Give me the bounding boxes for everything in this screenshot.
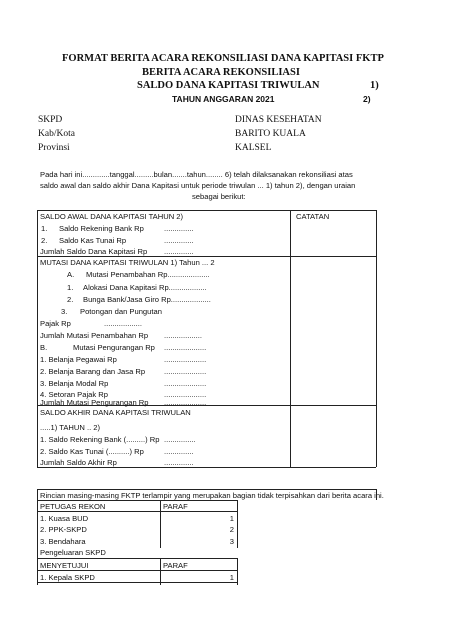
menyetujui-kepala-skpd: 1. Kepala SKPD (40, 573, 95, 582)
field-label-kabkota: Kab/Kota (38, 129, 75, 139)
mutasi-a-num: A. (67, 270, 75, 279)
pajak-dots: .................. (104, 319, 142, 328)
setoran-pajak-dots: .................... (164, 390, 207, 399)
saldo-akhir-bank-label: 1. Saldo Rekening Bank (.........) Rp (40, 435, 160, 444)
petugas-ppk-skpd: 2. PPK-SKPD (40, 525, 87, 534)
saldo-awal-num-2: 2. (41, 236, 48, 245)
jumlah-pengurangan-dots: .................... (164, 398, 207, 407)
petugas-header: PETUGAS REKON (40, 502, 106, 511)
paraf-no-1: 1 (229, 514, 234, 523)
saldo-akhir-period: .....1) TAHUN .. 2) (40, 423, 101, 432)
setoran-pajak-label: 4. Setoran Pajak Rp (40, 390, 108, 399)
doc-subtitle: BERITA ACARA REKONSILIASI (142, 67, 300, 78)
menyetujui-header: MENYETUJUI (40, 561, 89, 570)
potongan-num: 3. (61, 307, 68, 316)
mutasi-header: MUTASI DANA KAPITASI TRIWULAN 1) Tahun ... 2 (40, 258, 215, 267)
year-footnote: 2) (363, 94, 371, 104)
saldo-awal-num-1: 1. (41, 224, 48, 233)
saldo-awal-label-1: Saldo Rekening Bank Rp (59, 224, 144, 233)
jumlah-penambahan-label: Jumlah Mutasi Penambahan Rp (40, 331, 149, 340)
petugas-kuasa-bud: 1. Kuasa BUD (40, 514, 89, 523)
paraf-header: PARAF (163, 502, 188, 511)
jumlah-pengurangan-label: Jumlah Mutasi Pengurangan Rp (40, 398, 149, 407)
saldo-akhir-bank-dots: ............... (164, 435, 196, 444)
belanja-barang-label: 2. Belanja Barang dan Jasa Rp (40, 367, 146, 376)
mutasi-a-label-1: Alokasi Dana Kapitasi Rp.................. (83, 283, 207, 292)
belanja-pegawai-dots: .................... (164, 355, 207, 364)
paraf2-no-1: 1 (229, 573, 234, 582)
jumlah-saldo-akhir-label: Jumlah Saldo Akhir Rp (40, 458, 117, 467)
intro-line-1: Pada hari ini.............tanggal.........bulan.......tahun........ 6) telah dilaksanakan rekonsiliasi atas (40, 170, 353, 179)
saldo-awal-label-2: Saldo Kas Tunai Rp (59, 236, 127, 245)
doc-title: FORMAT BERITA ACARA REKONSILIASI DANA KAPITASI FKTP (62, 53, 384, 64)
paraf2-header: PARAF (163, 561, 188, 570)
paraf-no-3: 3 (229, 537, 234, 546)
petugas-bendahara: 3. Bendahara (40, 537, 86, 546)
potongan-label: Potongan dan Pungutan (80, 307, 162, 316)
petugas-pengeluaran-skpd: Pengeluaran SKPD (40, 548, 106, 557)
mutasi-a-num-2: 2. (67, 295, 74, 304)
belanja-pegawai-label: 1. Belanja Pegawai Rp (40, 355, 117, 364)
saldo-akhir-header: SALDO AKHIR DANA KAPITASI TRIWULAN (40, 408, 191, 417)
field-value-kabkota: BARITO KUALA (235, 129, 306, 139)
mutasi-b-label: Mutasi Pengurangan Rp (73, 343, 155, 352)
rincian-note: Rincian masing-masing FKTP terlampir yang merupakan bagian tidak terpisahkan dari berita acara ini. (40, 491, 384, 500)
intro-line-2: saldo awal dan saldo akhir Dana Kapitasi untuk periode triwulan ... 1) tahun 2), dengan uraian (40, 181, 356, 190)
belanja-modal-dots: .................... (164, 379, 207, 388)
period-footnote: 1) (370, 80, 379, 91)
pajak-label: Pajak Rp (40, 319, 71, 328)
jumlah-saldo-awal-dots: .............. (164, 247, 194, 256)
mutasi-a-label-2: Bunga Bank/Jasa Giro Rp................... (83, 295, 211, 304)
mutasi-b-dots: .................... (164, 343, 207, 352)
jumlah-saldo-akhir-dots: .............. (164, 458, 194, 467)
jumlah-penambahan-dots: .................. (164, 331, 202, 340)
mutasi-b-num: B. (40, 343, 48, 352)
saldo-awal-dots-1: .............. (164, 224, 194, 233)
mutasi-a-label: Mutasi Penambahan Rp.................... (86, 270, 210, 279)
belanja-modal-label: 3. Belanja Modal Rp (40, 379, 109, 388)
jumlah-saldo-awal-label: Jumlah Saldo Dana Kapitasi Rp (40, 247, 148, 256)
catatan-header: CATATAN (296, 212, 330, 221)
saldo-awal-dots-2: .............. (164, 236, 194, 245)
doc-subtitle-period: SALDO DANA KAPITASI TRIWULAN (137, 80, 320, 91)
fiscal-year: TAHUN ANGGARAN 2021 (172, 94, 275, 104)
belanja-barang-dots: .................... (164, 367, 207, 376)
intro-line-3: sebagai berikut: (192, 192, 246, 201)
saldo-akhir-kas-label: 2. Saldo Kas Tunai (..........) Rp (40, 447, 144, 456)
mutasi-a-num-1: 1. (67, 283, 74, 292)
saldo-akhir-kas-dots: .............. (164, 447, 194, 456)
saldo-awal-header: SALDO AWAL DANA KAPITASI TAHUN 2) (40, 212, 184, 221)
field-label-skpd: SKPD (38, 115, 63, 125)
field-label-provinsi: Provinsi (38, 143, 70, 153)
paraf-no-2: 2 (229, 525, 234, 534)
field-value-provinsi: KALSEL (235, 143, 272, 153)
field-value-skpd: DINAS KESEHATAN (235, 115, 322, 125)
